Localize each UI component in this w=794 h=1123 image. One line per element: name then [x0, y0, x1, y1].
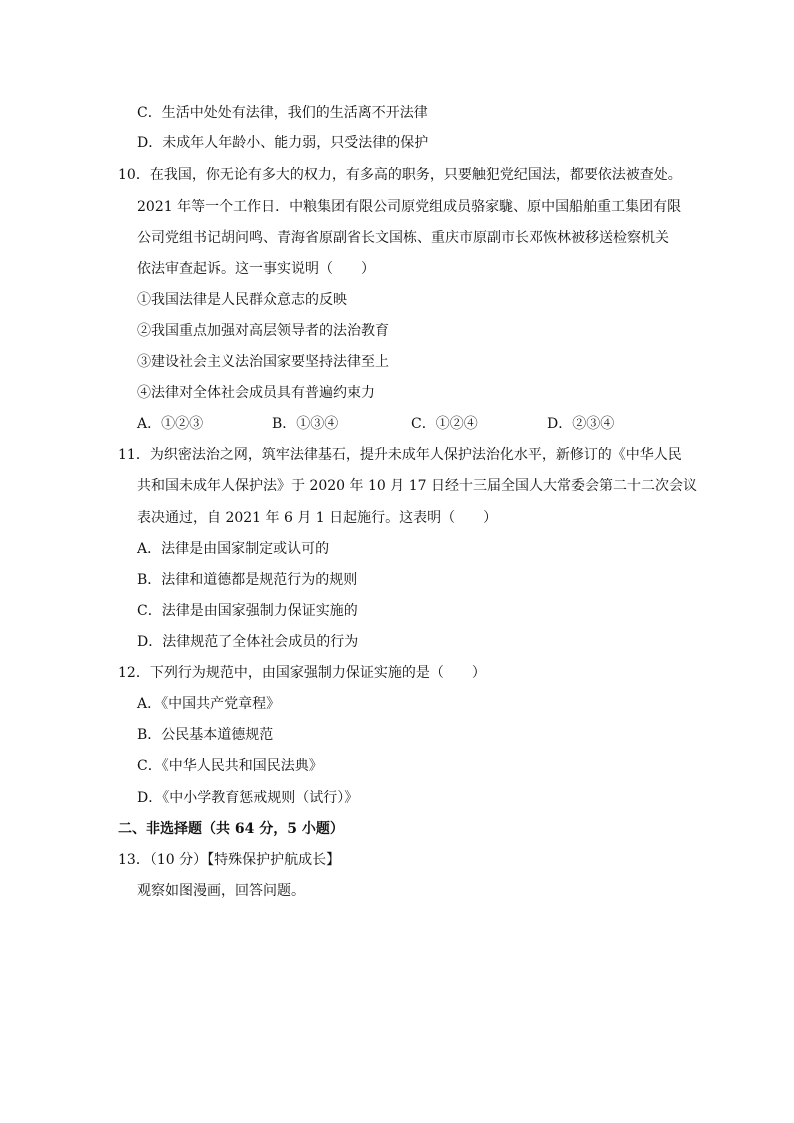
q13-stem: 13．（10 分）【特殊保护护航成长】 — [118, 852, 341, 868]
q11-stem-line-1: 11．为织密法治之网，筑牢法律基石，提升未成年人保护法治化水平，新修订的《中华人民 — [118, 447, 682, 463]
q9-option-d: D．未成年人年龄小、能力弱，只受法律的保护 — [137, 135, 429, 151]
q12-option-a: A．《中国共产党章程》 — [137, 696, 281, 712]
q10-stem-line-4: 依法审查起诉。这一事实说明（ ） — [137, 261, 375, 277]
q12-stem: 12．下列行为规范中，由国家强制力保证实施的是（ ） — [118, 665, 486, 681]
q11-stem-line-2: 共和国未成年人保护法》于 2020 年 10 月 17 日经十三届全国人大常委会第二十二次会议 — [137, 478, 697, 494]
q11-option-a: A．法律是由国家制定或认可的 — [137, 541, 330, 557]
q10-statement-2: ②我国重点加强对高层领导者的法治教育 — [137, 323, 389, 339]
q12-option-c: C．《中华人民共和国民法典》 — [137, 758, 323, 774]
q11-stem-line-3: 表决通过，自 2021 年 6 月 1 日起施行。这表明（ ） — [137, 510, 498, 526]
q12-option-d: D．《中小学教育惩戒规则（试行）》 — [137, 790, 359, 806]
q10-statement-4: ④法律对全体社会成员具有普遍约束力 — [137, 385, 375, 401]
q11-option-d: D．法律规范了全体社会成员的行为 — [137, 634, 359, 650]
q10-stem-line-1: 10．在我国，你无论有多大的权力，有多高的职务，只要触犯党纪国法，都要依法被查处。 — [118, 167, 682, 183]
q10-choice-c: C．①②④ — [411, 416, 478, 432]
q10-choice-d: D．②③④ — [547, 416, 615, 432]
q10-stem-line-3: 公司党组书记胡问鸣、青海省原副省长文国栋、重庆市原副市长邓恢林被移送检察机关 — [137, 230, 669, 246]
q10-stem-line-2: 2021 年等一个工作日．中粮集团有限公司原党组成员骆家駹、原中国船舶重工集团有限 — [137, 199, 682, 215]
q9-option-c: C．生活中处处有法律，我们的生活离不开法律 — [137, 105, 428, 121]
q10-statement-3: ③建设社会主义法治国家要坚持法律至上 — [137, 354, 389, 370]
q10-choice-b: B．①③④ — [272, 416, 339, 432]
q10-choice-a: A．①②③ — [137, 416, 204, 432]
q12-option-b: B．公民基本道德规范 — [137, 727, 274, 743]
q11-option-c: C．法律是由国家强制力保证实施的 — [137, 603, 358, 619]
q10-statement-1: ①我国法律是人民群众意志的反映 — [137, 292, 347, 308]
section-heading: 二、非选择题（共 64 分，5 小题） — [118, 821, 344, 837]
q13-instruction: 观察如图漫画，回答问题。 — [137, 883, 305, 899]
q11-option-b: B．法律和道德都是规范行为的规则 — [137, 572, 358, 588]
